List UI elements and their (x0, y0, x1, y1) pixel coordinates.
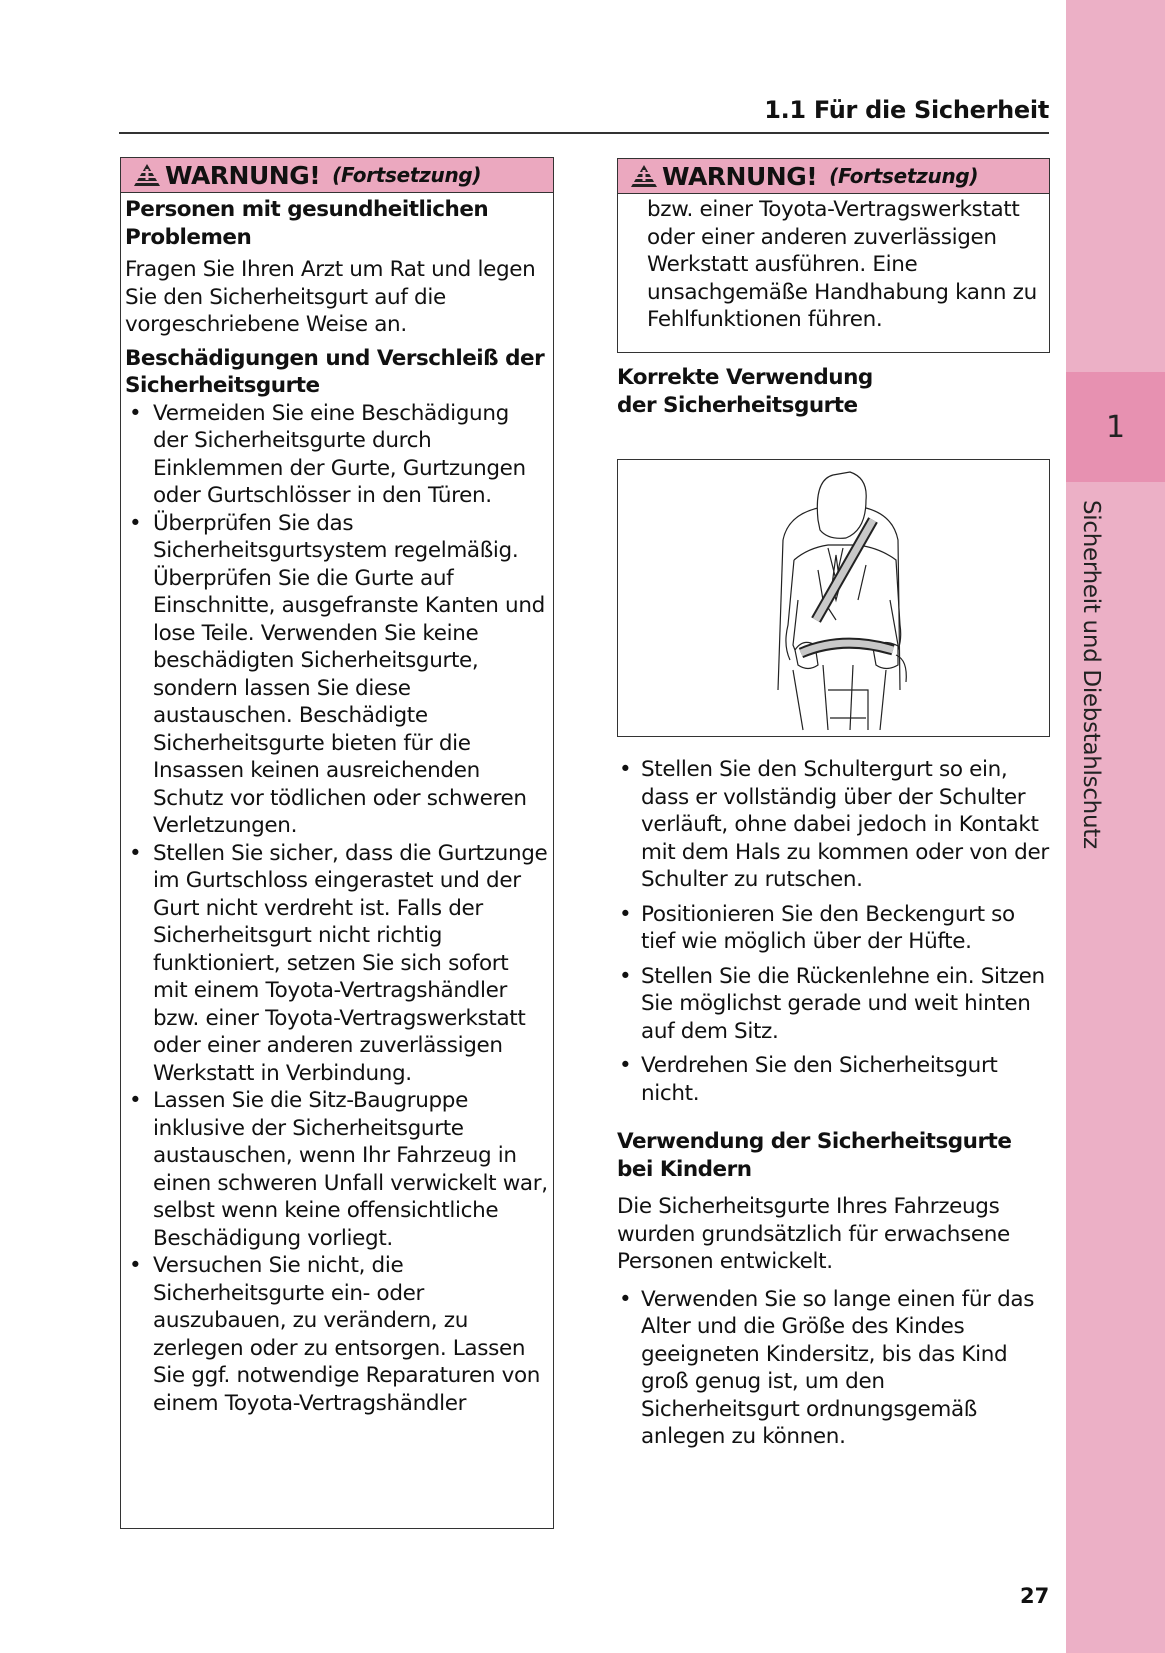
warning-label: WARNUNG! (165, 160, 321, 190)
list-item: • Lassen Sie die Sitz-Baugruppe inklusive der Sicherheitsgurte austauschen, wenn Ihr Fahrzeug in einen schweren Unfall verwickelt war, selbst wenn keine offensichtliche Beschädigung vorliegt. (129, 1088, 548, 1251)
list-item: • Positionieren Sie den Beckengurt so tief wie möglich über der Hüfte. (619, 901, 1015, 954)
children-bullet-list (617, 1286, 1049, 1451)
warning-header (618, 159, 1049, 194)
page-header (119, 90, 1049, 134)
bullet-icon: • (129, 840, 142, 866)
warning-body (121, 193, 553, 1417)
paragraph-children: Die Sicherheitsgurte Ihres Fahrzeugs wurden grundsätzlich für erwachsene Personen entwickelt. (617, 1194, 1010, 1274)
section-correct-use (617, 364, 1049, 419)
list-item: • Versuchen Sie nicht, die Sicherheitsgurte ein- oder auszubauen, zu verändern, zu zerlegen oder zu entsorgen. Lassen Sie ggf. notwendige Reparaturen von einem Toyota-Vertragshändler (129, 1253, 541, 1416)
bullet-icon: • (619, 757, 632, 782)
chapter-label: Sicherheit und Diebstahlschutz (1078, 500, 1104, 849)
bullet-icon: • (619, 963, 632, 989)
paragraph-health: Fragen Sie Ihren Arzt um Rat und legen Sie den Sicherheitsgurt auf die vorgeschriebene Weise an. (125, 257, 536, 337)
seatbelt-figure (617, 459, 1050, 737)
list-item: • Stellen Sie die Rückenlehne ein. Sitzen Sie möglichst gerade und weit hinten auf dem Sitz. (619, 963, 1045, 1044)
list-item: • Verwenden Sie so lange einen für das Alter und die Größe des Kindes geeigneten Kindersitz, bis das Kind groß genug ist, um den Sicherheitsgurt ordnungsgemäß anlegen zu können. (619, 1286, 1035, 1449)
warning-continued: (Fortsetzung) (829, 164, 979, 188)
section-title: 1.1 Für die Sicherheit (764, 96, 1049, 124)
heading-damage-wear: Beschädigungen und Verschleiß der Sicherheitsgurte (125, 345, 545, 398)
heading-correct-use: Korrekte Verwendung der Sicherheitsgurte (617, 365, 873, 418)
list-item: • Vermeiden Sie eine Beschädigung der Sicherheitsgurte durch Einklemmen der Gurte, Gurtzungen oder Gurtschlösser in den Türen. (129, 400, 526, 508)
page-number: 27 (1020, 1584, 1050, 1608)
warning-triangle-icon (630, 164, 658, 188)
heading-children: Verwendung der Sicherheitsgurte bei Kindern (617, 1129, 1012, 1182)
chapter-number-tab[interactable] (1066, 372, 1165, 482)
list-item: • Verdrehen Sie den Sicherheitsgurt nicht. (619, 1053, 998, 1106)
correct-use-bullets (617, 756, 1049, 1114)
bullet-icon: • (129, 1253, 142, 1278)
section-children (617, 1128, 1049, 1451)
warning-continued: (Fortsetzung) (332, 163, 482, 187)
bullet-icon: • (129, 1088, 142, 1113)
bullet-icon: • (129, 400, 142, 426)
list-item: • Überprüfen Sie das Sicherheitsgurtsystem regelmäßig. Überprüfen Sie die Gurte auf Einschnitte, ausgefranste Kanten und lose Teile. Verwenden Sie keine beschädigten Sicherheitsgurte, sondern lassen Sie diese austauschen. Beschädigte Sicherheitsgurte bieten für die Insassen keinen ausreichenden Schutz vor tödlichen oder schweren Verletzungen. (129, 510, 545, 838)
warning-triangle-icon (133, 163, 161, 187)
bullet-icon: • (619, 1053, 632, 1078)
bullet-icon: • (619, 901, 632, 927)
warning-body (618, 194, 1049, 334)
warning-continuation-text: bzw. einer Toyota-Vertragswerkstatt oder einer anderen zuverlässigen Werkstatt ausführen. Eine unsachgemäße Handhabung kann zu Fehlfunktionen führen. (647, 197, 1037, 332)
bullet-icon: • (619, 1286, 632, 1312)
correct-use-bullet-list (617, 756, 1049, 1107)
list-item: • Stellen Sie den Schultergurt so ein, dass er vollständig über der Schulter verläuft, ohne dabei jedoch in Kontakt mit dem Hals zu kommen oder von der Schulter zu rutschen. (619, 757, 1049, 892)
bullet-icon: • (129, 510, 142, 536)
chapter-number: 1 (1105, 409, 1126, 445)
damage-bullet-list (125, 400, 549, 1418)
seated-person-illustration (618, 460, 1049, 736)
warning-label: WARNUNG! (662, 161, 818, 191)
heading-health-problems: Personen mit gesundheitlichen Problemen (125, 197, 489, 250)
list-item: • Stellen Sie sicher, dass die Gurtzunge im Gurtschloss eingerastet und der Gurt nicht verdreht ist. Falls der Sicherheitsgurt nicht richtig funktioniert, setzen Sie sich sofort mit einem Toyota-Vertragshändler bzw. einer Toyota-Vertragswerkstatt oder einer anderen zuverlässigen Werkstatt in Verbindung. (129, 840, 548, 1086)
warning-box-right (617, 158, 1050, 353)
warning-header (121, 158, 553, 193)
warning-box-left (120, 157, 554, 1529)
